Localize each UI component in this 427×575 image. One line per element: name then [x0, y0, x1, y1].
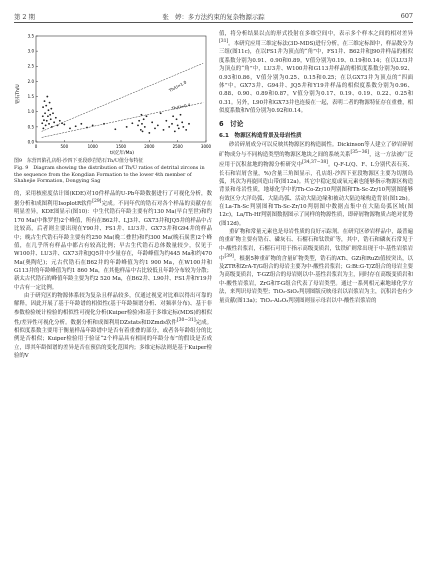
data-point [57, 124, 59, 126]
data-point [53, 121, 55, 123]
article-title: 张 婷：多方法约束的复杂物源示踪 [162, 13, 265, 21]
data-point [154, 127, 156, 129]
data-point [157, 124, 159, 126]
data-point [177, 124, 179, 126]
data-point [178, 127, 180, 129]
data-point [69, 127, 71, 129]
data-point [80, 123, 82, 125]
data-point [103, 123, 105, 125]
data-point [45, 105, 47, 107]
data-point [114, 128, 116, 130]
data-point [86, 127, 88, 129]
paragraph: 的，采用核密度估计图(KDE)对10件样品的U-Pb年龄数据进行了可视化分析，数据分析和成图利用IsoplotR软件[29]完成。不同年代的锆石对各个样品的贡献存在明显差异，KDE图显示(图10)：中生代锆石年龄主要有约130 Ma(早白垩世)和约170 Ma(中侏罗世)2个峰值，所有在B62井、LJ3井、GX73井和JQ5井的样品中占比较高，后者则主要出现在Y90井、FS1井、LU3井、GX73井和G94井的样品中；晚古生代锆石年龄主要有约250 Ma(晚二叠世)和约300 Ma(晚石炭世)2个峰值，在几乎所有样品中都占有较高比例；早古生代锆石总体数量较少，仅见于W100井、LU3井、GX73井和JQ5井中少量存在，年龄峰值为约445 Ma和约470 Ma(奥陶纪)；元古代锆石在B62井的年龄峰值为约1 900 Ma，在W100井和G113井的年龄峰值为约1 860 Ma，在其他样品中古比较低且年龄分布较为分散；新太古代锆石的峰值年龄主要为约2 520 Ma，在B62井、L90井、FS1井和Y19井中古有一定比例。 [14, 191, 212, 291]
header-rule [14, 22, 413, 23]
data-point [141, 123, 143, 125]
line-label-lower: Th/U=0.4 [171, 102, 191, 111]
data-point [174, 131, 176, 133]
data-point [144, 126, 146, 128]
y-tick-label: 0.0 [27, 139, 34, 145]
data-point [43, 119, 45, 121]
data-point [172, 115, 174, 117]
data-point [55, 117, 57, 119]
data-point [45, 124, 47, 126]
data-point [126, 126, 128, 128]
x-tick-label: 2500 [172, 144, 183, 149]
data-point [163, 129, 165, 131]
line-label-upper: Th/U=1.0 [168, 79, 188, 93]
data-point [176, 118, 178, 120]
data-point [137, 124, 139, 126]
right-column [219, 30, 413, 305]
data-point [138, 120, 140, 122]
data-point [165, 120, 167, 122]
data-point [141, 114, 143, 116]
chart-points [41, 96, 190, 134]
y-tick-label: 0.5 [27, 124, 34, 130]
data-point [46, 96, 48, 98]
data-point [151, 121, 153, 123]
data-point [49, 114, 51, 116]
section-heading: 6 讨论 [219, 120, 244, 129]
x-tick-label: 0 [34, 144, 38, 149]
data-point [171, 123, 173, 125]
data-point [180, 114, 182, 116]
data-point [47, 115, 49, 117]
y-axis-label: 锆石Th/U [16, 84, 21, 104]
issue-number: 第 2 期 [14, 13, 35, 21]
data-point [42, 106, 44, 108]
data-point [41, 122, 43, 124]
data-point [148, 132, 150, 134]
data-point [50, 118, 52, 120]
data-point [49, 102, 51, 104]
data-point [63, 124, 65, 126]
data-point [75, 125, 77, 127]
data-point [50, 108, 52, 110]
paragraph: 值，将分析结果以点的形式投射在多维空间中，表示多个样本之间的相对差异[31]。本研究应用三维定标法(3D-MDS)进行分析，在三维定标图中，样品数分为三组(图11c)，在以FS1井为顶点的“角”中，FS1井、B62井和J90井样品的相似度系数分别为0.91、0.90和0.89，V值分别为0.19、0.19和0.14；在以LU3井为顶点的“角”中，LU3井、W100井和G113井样品的相似度系数分别为0.92、0.93和0.86，V值分别为0.25、0.15和0.25；在以GX73井为顶点的“四面体”中，GX73井、G94井、JQ5井和Y19井样品的相似度系数分别为0.96、0.88、0.90、0.89和0.87，V值分别为0.17、0.19、0.19、0.22、0.25和0.31。另外，L90井和GX73井也连接在一起，表明二者的物源特征存在重叠，相似度系数和V值分别为0.92和0.14。 [219, 31, 413, 114]
left-column [14, 190, 212, 360]
data-point [131, 122, 133, 124]
data-point [52, 112, 54, 114]
reference-line-upper [42, 63, 204, 131]
x-tick-label: 1500 [115, 144, 127, 149]
data-point [160, 112, 162, 114]
x-tick-label: 2000 [144, 144, 155, 149]
data-point [140, 129, 142, 131]
data-point [185, 129, 187, 131]
data-point [182, 126, 184, 128]
subsection-heading: 6.1 物源区构造背景及母岩性质 [219, 132, 302, 139]
y-tick-label: 1.5 [27, 93, 34, 99]
y-tick-label: 1.0 [27, 109, 34, 115]
paragraph: 砂岩碎屑成分可以反映其物源区的构造属性。Dickinson等人建立了砂岩碎屑矿物成分与不同构造类型的物源区地块之间的系统关系[35−36]，这一方法被广泛应用于沉积盆地的物源分析研究中[34,37−38]。Q-F-L(Q、F、L分别代表石英、长石和岩屑含量，%)含量三角图显示，孔店组-沙四下亚段物源区主要为切割岛弧，其次为再旋回造山带(图12a)。其它中稳定度或氧元素也能够指示物源区构造背景和母岩性质，地球化学中的Th-Co-Zr/10判别图和Th-Sc-Zr/10判别图能够有效区分大洋岛弧、大陆岛弧、活动大陆边缘和被动大陆边缘构造背景(图12b)。在La-Th-Sc判别图和Th-Sc-Zr/10判别图中数据点集中在大陆岛弧区域(图12c)，La/Th-Hf判别图数据图示了同样的物源性质，即碎屑物源物质占绝对优势(图12d)。 [219, 141, 413, 227]
paragraph: 由于研究区的物源体系较为复杂且样品较多，仅通过视觉对比难以得出可靠的解释，因此开展了基于年龄谱的相似性(基于年龄频谱分析、对频率分布)、基于非参数检验统计检验的相似性可视化分析(Kuiper检验)和基于多维定标(MDS)的相似性/差异性可视化分析。数据分析和成图利用DZstats和DZmds软件[30−31]完成。相似度系数主要用于衡量样品年龄谱中是否有着重叠的部分，或者各年龄组分的比例是否相似；Kuiper检验用于验证“2个样品具有相同的年龄分布”的假设是否成立，即其年龄图谱的差异是否在预估的变化范围内；多维定标法则是基于Kuiper检验的V [14, 292, 212, 360]
data-point [48, 109, 50, 111]
plot-frame [36, 36, 206, 142]
data-point [44, 100, 46, 102]
x-axis-label: t/(亿年/Ma) [110, 151, 134, 156]
chart-axes [28, 33, 212, 149]
data-point [188, 123, 190, 125]
y-tick-label: 2.5 [27, 63, 34, 69]
figure-caption [14, 158, 212, 185]
paragraph: 重矿物和常量元素也是母岩性质的良好示踪剂。在研究区砂岩样品中，最普遍的重矿物主要有锆石、磷灰石、石榴石和钛铁矿等，其中，锆石和磷灰石常见于中-酸性岩浆岩，石榴石可用于指示高级变质岩，钛铁矿则常出现于中-基性岩浆岩中[39]。根据5种重矿物的含量矿物类型，锆石的ATi、GZi和RuZi值较突出，以及ZTR和ZrA-T/G组合的母岩主要为中-酸性岩浆岩；G:Bt:G-T/Z组合的母岩主要为高级变质岩，T-GZ组合的母岩则以中-基性岩浆岩为主，同时存在高级变质岩和中-酸性岩浆岩，ZrG和T-G组合代表了母岩类型。通过一系列相元素地球化学方法，来判识母岩类型；TiO₂-SiO₂判别图版反映母岩以岩浆岩为主，沉积岩也有少量贡献(图13a)；TiO₂-Al₂O₃判别图则显示母岩以中-酸性岩浆岩的 [219, 228, 413, 304]
data-point [146, 115, 148, 117]
y-tick-label: 2.0 [27, 78, 34, 84]
figure-caption-cn: 图9 东营凹陷孔店组-沙四下亚段砂岩锆石Th/U值分布特征 [14, 158, 144, 164]
figure-caption-en: Fig. 9 Diagram showing the distribution of Th/U ratios of detrital zircons in the sequence from the Kongdian Formation to the lower 4th member of Shahejie Formation, Dongying Sag [14, 164, 205, 185]
data-point [44, 112, 46, 114]
thu-scatter-chart [14, 30, 212, 156]
data-point [61, 122, 63, 124]
data-point [143, 118, 145, 120]
data-point [46, 120, 48, 122]
data-point [59, 120, 61, 122]
x-tick-label: 3000 [200, 144, 212, 149]
x-tick-label: 500 [60, 144, 69, 149]
page-number: 607 [400, 12, 413, 20]
data-point [181, 121, 183, 123]
data-point [142, 131, 144, 133]
data-point [51, 126, 53, 128]
data-point [92, 124, 94, 126]
x-tick-label: 1000 [87, 144, 98, 149]
y-tick-label: 3.0 [27, 48, 34, 54]
y-tick-label: 3.5 [27, 33, 34, 39]
data-point [42, 115, 44, 117]
data-point [42, 127, 44, 129]
data-point [168, 126, 170, 128]
data-point [48, 123, 50, 125]
